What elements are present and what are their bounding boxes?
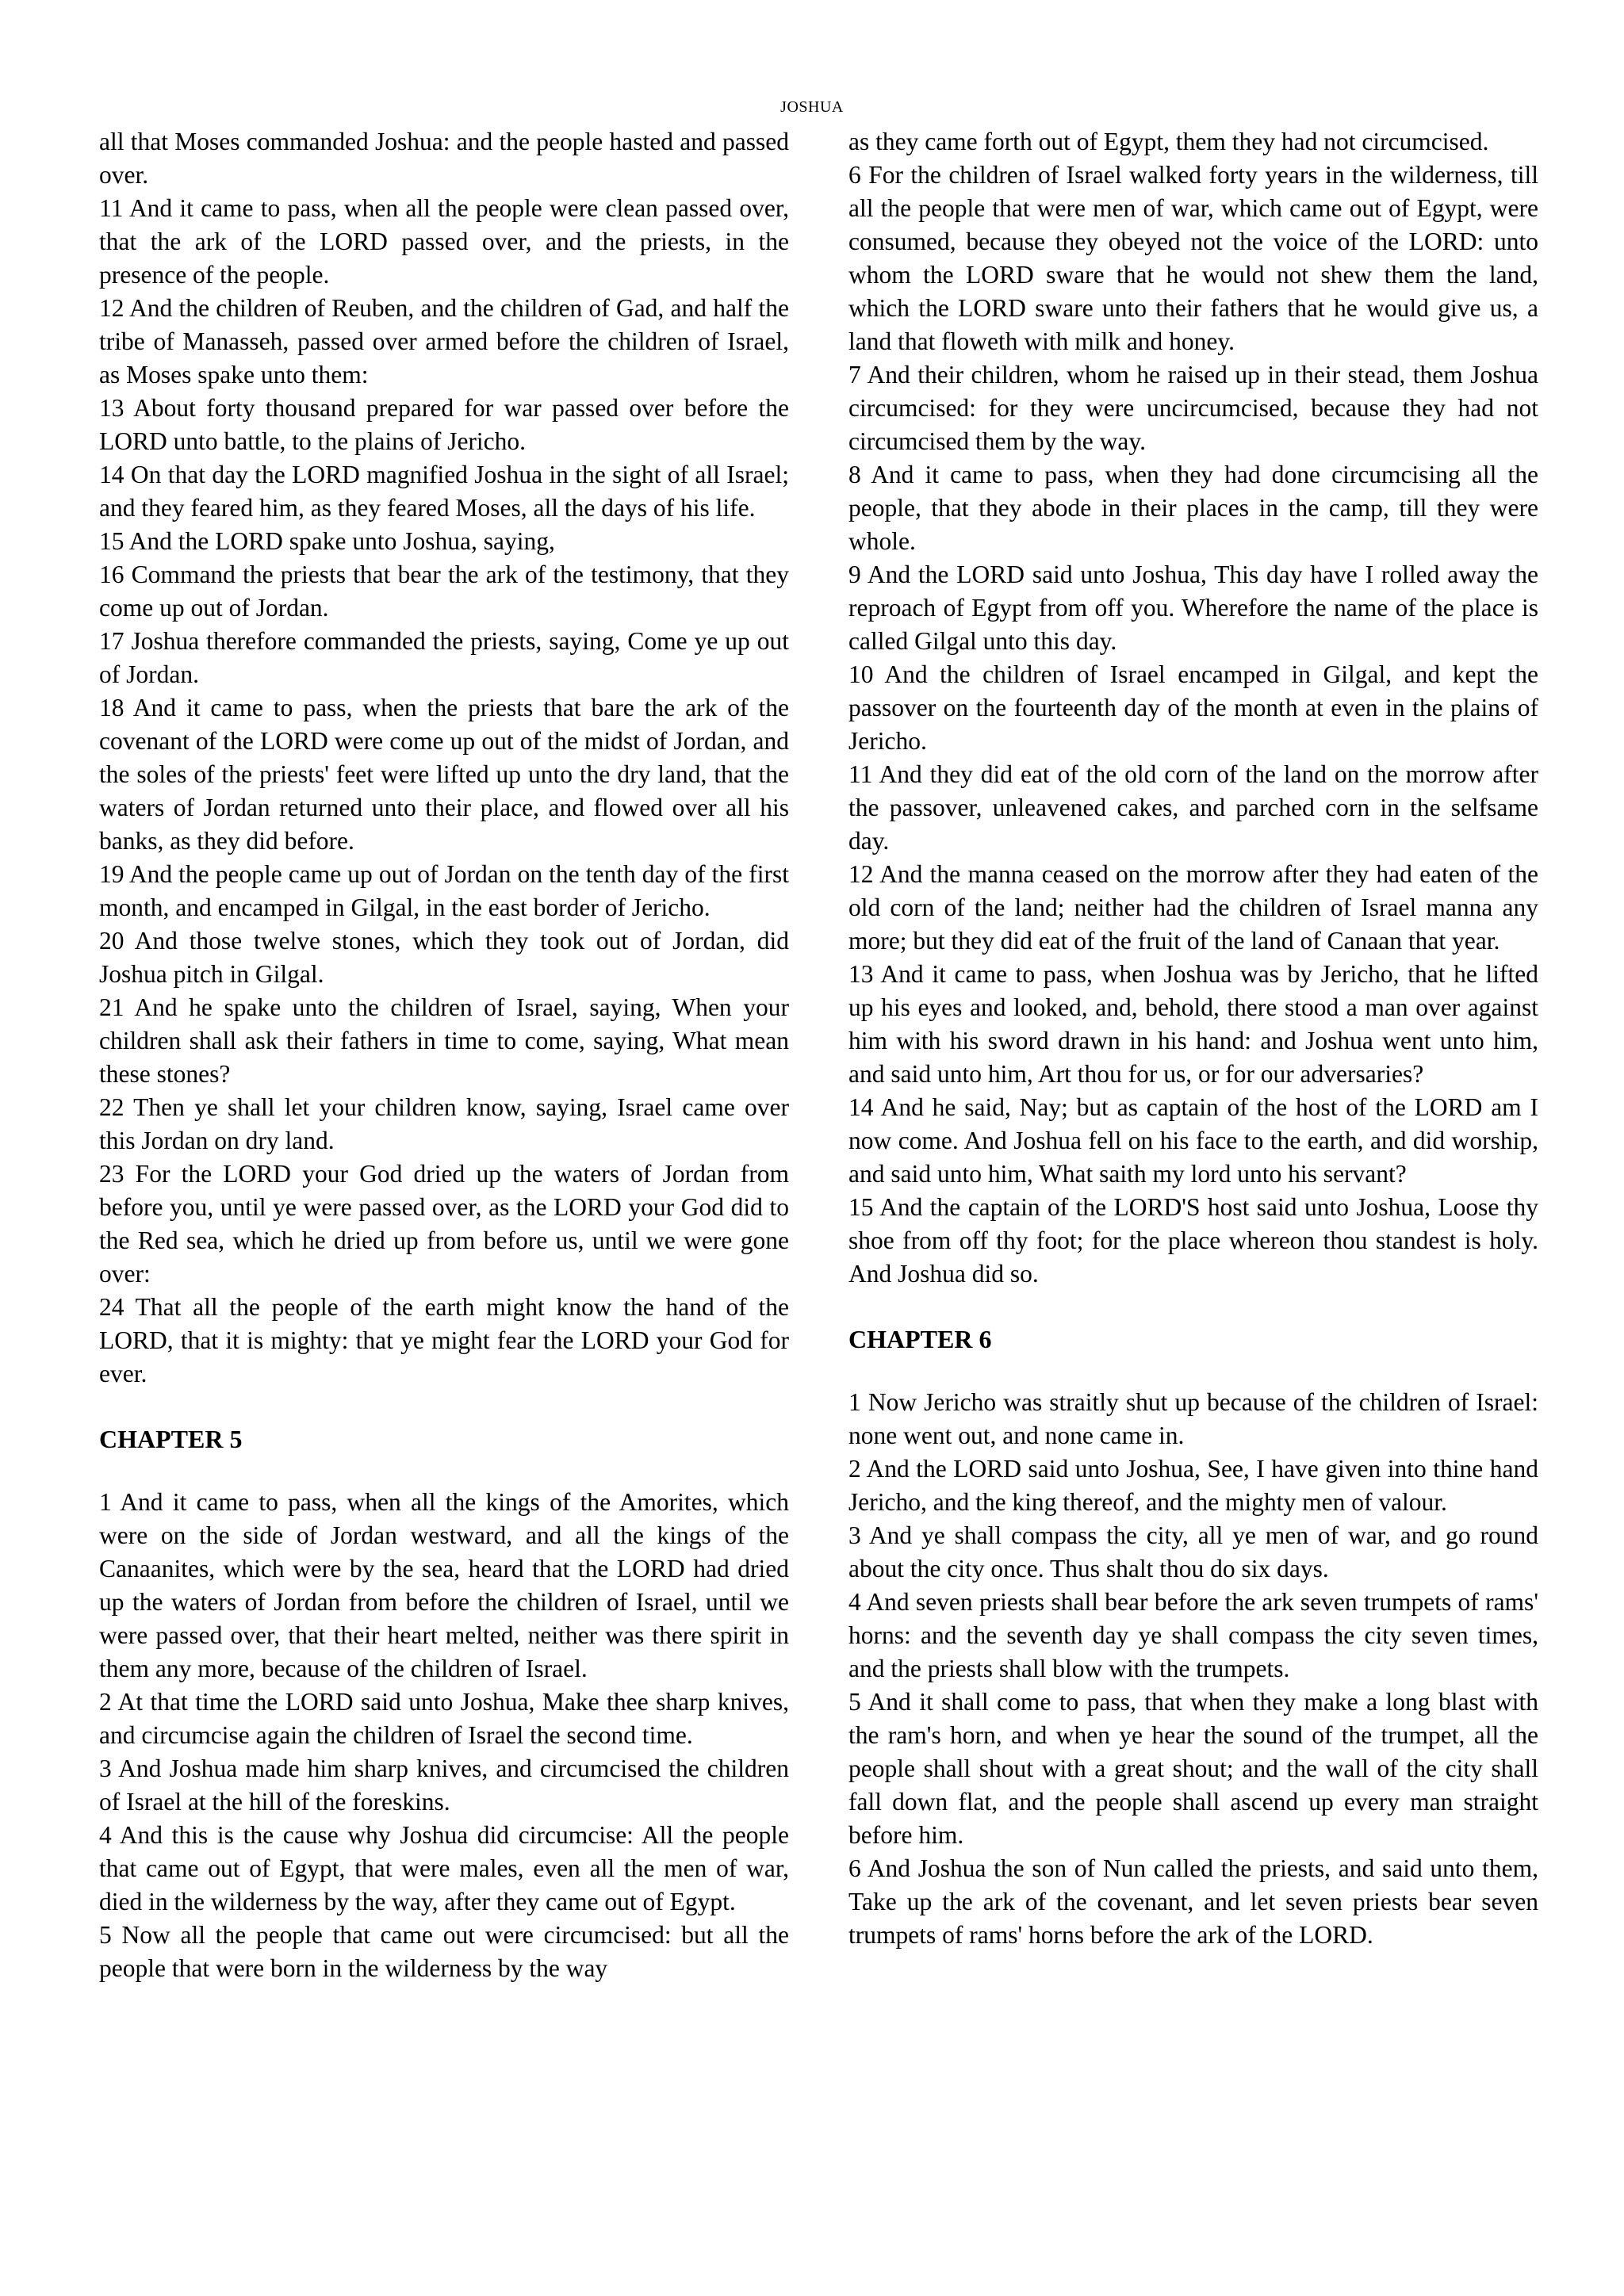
verse: all that Moses commanded Joshua: and the people hasted and passed over.: [99, 128, 789, 189]
left-chapter-verses: [99, 1486, 789, 1985]
verse: 4 And seven priests shall bear before the ark seven trumpets of rams' horns: and the seventh day ye shall compass the city seven times, and the priests shall blow with the trumpets.: [848, 1588, 1538, 1682]
verse: 14 And he said, Nay; but as captain of the host of the LORD am I now come. And Joshua fell on his face to the earth, and did worship, and said unto him, What saith my lord unto his servant?: [848, 1093, 1538, 1188]
verse: 19 And the people came up out of Jordan on the tenth day of the first month, and encamped in Gilgal, in the east border of Jericho.: [99, 860, 789, 921]
verse: 17 Joshua therefore commanded the priests, saying, Come ye up out of Jordan.: [99, 627, 789, 688]
right-chapter-verses: [848, 1386, 1538, 1952]
verse: 13 And it came to pass, when Joshua was by Jericho, that he lifted up his eyes and looked, and, behold, there stood a man over against him with his sword drawn in his hand: and Joshua went unto him, and said unto him, Art thou for us, or for our adversaries?: [848, 960, 1538, 1088]
verse: 10 And the children of Israel encamped in Gilgal, and kept the passover on the fourteenth day of the month at even in the plains of Jericho.: [848, 660, 1538, 755]
verse: 15 And the captain of the LORD'S host said unto Joshua, Loose thy shoe from off thy foot; for the place whereon thou standest is holy. And Joshua did so.: [848, 1193, 1538, 1288]
verse: 4 And this is the cause why Joshua did circumcise: All the people that came out of Egypt, that were males, even all the men of war, died in the wilderness by the way, after they came out of Egypt.: [99, 1821, 789, 1915]
verse: 21 And he spake unto the children of Israel, saying, When your children shall ask their fathers in time to come, saying, What mean these stones?: [99, 993, 789, 1088]
left-top-verses: [99, 125, 789, 1391]
verse: 9 And the LORD said unto Joshua, This day have I rolled away the reproach of Egypt from off you. Wherefore the name of the place is called Gilgal unto this day.: [848, 561, 1538, 655]
left-column: [99, 125, 789, 1985]
verse: 7 And their children, whom he raised up in their stead, them Joshua circumcised: for they were uncircumcised, because they had not circumcised them by the way.: [848, 361, 1538, 455]
right-column: [848, 125, 1538, 1952]
chapter-6-heading: CHAPTER 6: [848, 1325, 992, 1353]
verse: 1 Now Jericho was straitly shut up because of the children of Israel: none went out, and none came in.: [848, 1388, 1538, 1449]
verse: 8 And it came to pass, when they had done circumcising all the people, that they abode in their places in the camp, till they were whole.: [848, 461, 1538, 555]
right-top-verses: [848, 125, 1538, 1291]
verse: 23 For the LORD your God dried up the waters of Jordan from before you, until ye were passed over, as the LORD your God did to the Red sea, which he dried up from before us, until we were gone over:: [99, 1160, 789, 1288]
verse: 15 And the LORD spake unto Joshua, saying,: [99, 527, 555, 555]
verse: 6 For the children of Israel walked forty years in the wilderness, till all the people that were men of war, which came out of Egypt, were consumed, because they obeyed not the voice of the LORD: unto whom the LORD sware that he would not shew them the land, which the LORD sware unto their fathers that he would give us, a land that floweth with milk and honey.: [848, 161, 1538, 355]
verse: 16 Command the priests that bear the ark of the testimony, that they come up out of Jordan.: [99, 561, 789, 622]
verse: 6 And Joshua the son of Nun called the priests, and said unto them, Take up the ark of the covenant, and let seven priests bear seven trumpets of rams' horns before the ark of the LORD.: [848, 1854, 1538, 1949]
verse: 14 On that day the LORD magnified Joshua in the sight of all Israel; and they feared him, as they feared Moses, all the days of his life.: [99, 461, 789, 522]
verse: 2 At that time the LORD said unto Joshua, Make thee sharp knives, and circumcise again the children of Israel the second time.: [99, 1688, 789, 1749]
verse: 3 And Joshua made him sharp knives, and circumcised the children of Israel at the hill of the foreskins.: [99, 1755, 789, 1816]
verse: 5 Now all the people that came out were circumcised: but all the people that were born in the wilderness by the way: [99, 1921, 789, 1982]
verse: 22 Then ye shall let your children know, saying, Israel came over this Jordan on dry land.: [99, 1093, 789, 1154]
verse: 2 And the LORD said unto Joshua, See, I have given into thine hand Jericho, and the king thereof, and the mighty men of valour.: [848, 1455, 1538, 1516]
running-title: JOSHUA: [780, 98, 844, 116]
verse: 13 About forty thousand prepared for war passed over before the LORD unto battle, to the plains of Jericho.: [99, 394, 789, 455]
verse: 12 And the manna ceased on the morrow after they had eaten of the old corn of the land; neither had the children of Israel manna any more; but they did eat of the fruit of the land of Canaan that year.: [848, 860, 1538, 955]
verse: 24 That all the people of the earth might know the hand of the LORD, that it is mighty: that ye might fear the LORD your God for ever.: [99, 1293, 789, 1387]
verse: 11 And it came to pass, when all the people were clean passed over, that the ark of the LORD passed over, and the priests, in the presence of the people.: [99, 194, 789, 289]
chapter-5-heading: CHAPTER 5: [99, 1425, 243, 1453]
verse: 5 And it shall come to pass, that when they make a long blast with the ram's horn, and when ye hear the sound of the trumpet, all the people shall shout with a great shout; and the wall of the city shall fall down flat, and the people shall ascend up every man straight before him.: [848, 1688, 1538, 1849]
verse: 1 And it came to pass, when all the kings of the Amorites, which were on the side of Jordan westward, and all the kings of the Canaanites, which were by the sea, heard that the LORD had dried up the waters of Jordan from before the children of Israel, until we were passed over, that their heart melted, neither was there spirit in them any more, because of the children of Israel.: [99, 1488, 789, 1682]
verse: 20 And those twelve stones, which they took out of Jordan, did Joshua pitch in Gilgal.: [99, 927, 789, 988]
verse: 11 And they did eat of the old corn of the land on the morrow after the passover, unleavened cakes, and parched corn in the selfsame day.: [848, 760, 1538, 855]
verse: as they came forth out of Egypt, them they had not circumcised.: [848, 128, 1489, 155]
verse: 12 And the children of Reuben, and the children of Gad, and half the tribe of Manasseh, passed over armed before the children of Israel, as Moses spake unto them:: [99, 294, 789, 388]
verse: 3 And ye shall compass the city, all ye men of war, and go round about the city once. Thus shalt thou do six days.: [848, 1521, 1538, 1582]
verse: 18 And it came to pass, when the priests that bare the ark of the covenant of the LORD were come up out of the midst of Jordan, and the soles of the priests' feet were lifted up unto the dry land, that the waters of Jordan returned unto their place, and flowed over all his banks, as they did before.: [99, 694, 789, 855]
